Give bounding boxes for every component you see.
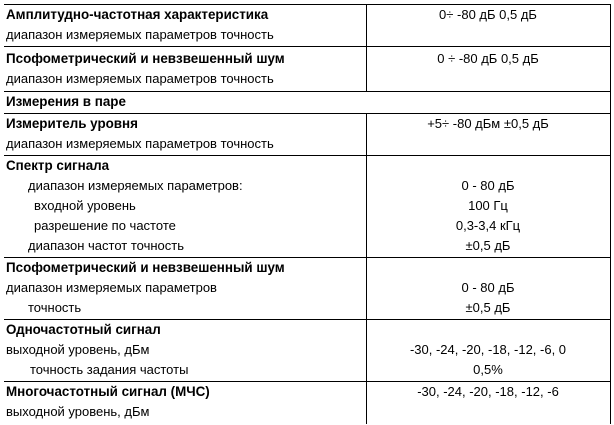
row-value: +5÷ -80 дБм ±0,5 дБ [427,116,549,131]
table-row [4,25,610,45]
row-label: выходной уровень, дБм [6,342,150,357]
table-row [4,49,610,69]
table-row [4,340,610,360]
table-row [4,278,610,298]
row-label: точность задания частоты [30,362,189,377]
section-heading: Амплитудно-частотная характеристика [6,7,269,22]
row-label: диапазон измеряемых параметров точность [6,71,274,86]
section-level-meter [4,114,610,156]
section-psophometric-noise-pair [4,258,610,320]
table-row [4,382,610,402]
table-row [4,5,610,25]
row-label: диапазон измеряемых параметров: [28,178,243,193]
table-row [4,69,610,89]
section-signal-spectrum [4,156,610,258]
row-value: 0 - 80 дБ [461,178,515,193]
row-value: -30, -24, -20, -18, -12, -6, 0 [409,342,567,357]
row-value: 0 - 80 дБ [461,280,515,295]
table-row [4,176,610,196]
row-label: разрешение по частоте [34,218,176,233]
table-row [4,258,610,278]
row-label: диапазон измеряемых параметров [6,280,217,295]
table-row [4,298,610,318]
row-value: ±0,5 дБ [465,300,511,315]
row-value: 0,3-3,4 кГц [455,218,521,233]
row-value: ±0,5 дБ [465,238,511,253]
table-row [4,320,610,340]
section-pair-measurements [4,92,610,114]
row-label: диапазон измеряемых параметров точность [6,27,274,42]
row-label: точность [28,300,82,315]
table-row [4,196,610,216]
table-row [4,156,610,176]
table-row [4,216,610,236]
section-frequency-response [4,5,610,47]
section-multitone-signal [4,382,610,424]
section-heading: Измерения в паре [6,94,126,109]
row-value: 0÷ -80 дБ 0,5 дБ [439,7,537,22]
row-label: диапазон измеряемых параметров точность [6,136,274,151]
spec-table [4,4,611,424]
row-value: -30, -24, -20, -18, -12, -6 [417,384,559,399]
table-row [4,134,610,154]
section-heading: Псофометрический и невзвешенный шум [6,51,285,66]
section-heading: Измеритель уровня [6,116,138,131]
table-row [4,236,610,256]
section-heading: Спектр сигнала [6,158,110,173]
row-label: диапазон частот точность [28,238,185,253]
row-value: 0 ÷ -80 дБ 0,5 дБ [437,51,539,66]
table-row [4,402,610,422]
table-row [4,360,610,380]
row-label: входной уровень [34,198,136,213]
row-value: 100 Гц [468,198,508,213]
row-value: 0,5% [473,362,503,377]
section-heading: Одночастотный сигнал [6,322,161,337]
section-psophometric-noise [4,47,610,92]
section-single-tone-signal [4,320,610,382]
section-heading: Псофометрический и невзвешенный шум [6,260,285,275]
table-row [4,114,610,134]
section-heading: Многочастотный сигнал (МЧС) [6,384,210,399]
table-row [4,92,610,112]
row-label: выходной уровень, дБм [6,404,150,419]
